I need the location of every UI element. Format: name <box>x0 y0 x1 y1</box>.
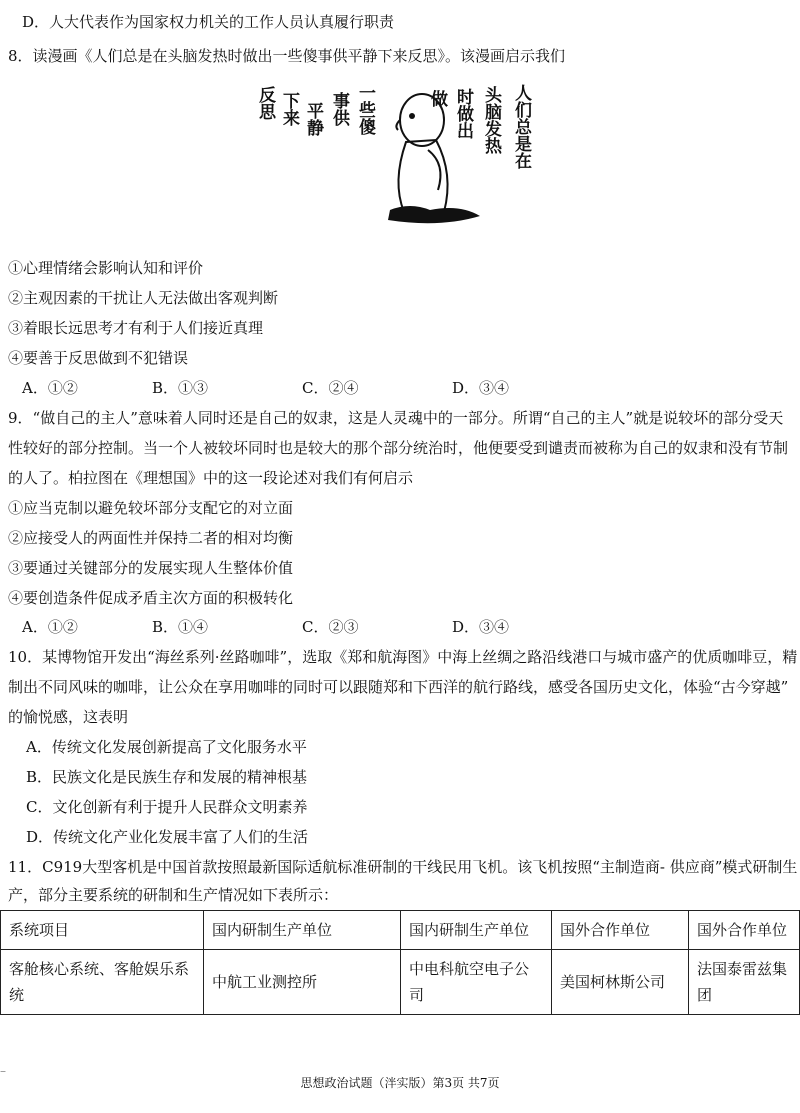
q10-stem-line-2: 制出不同风味的咖啡，让公众在享用咖啡的同时可以跟随郑和下西洋的航行路线，感受各国历史文化，体验“古今穿越” <box>8 678 789 696</box>
q9-item-1: ①应当克制以避免较坏部分支配它的对立面 <box>8 499 294 517</box>
q11-stem-line-1: 11．C919大型客机是中国首款按照最新国际适航标准研制的干线民用飞机。该飞机按照“主制造商- 供应商”模式研制生 <box>8 858 798 876</box>
q8-option-a[interactable]: A．①② <box>22 379 78 397</box>
table-cell: 法国泰雷兹集团 <box>689 950 800 1015</box>
q8-item-4: ④要善于反思做到不犯错误 <box>8 349 189 367</box>
q8-option-b[interactable]: B．①③ <box>152 379 209 397</box>
q10-option-d[interactable]: D．传统文化产业化发展丰富了人们的生活 <box>26 828 309 846</box>
q8-option-c[interactable]: C．②④ <box>302 379 359 397</box>
q9-option-a[interactable]: A．①② <box>22 618 78 636</box>
cartoon-text-1: 反思 <box>255 86 275 120</box>
q8-option-d[interactable]: D．③④ <box>452 379 510 397</box>
cartoon-text-8: 头脑发热 <box>481 86 501 154</box>
table-cell: 美国柯林斯公司 <box>552 950 689 1015</box>
q9-stem-line-1: 9．“做自己的主人”意味着人同时还是自己的奴隶，这是人灵魂中的一部分。所谓“自己的主人”就是说较坏的部分受天 <box>8 409 784 427</box>
table-header-cell: 系统项目 <box>1 911 204 950</box>
table-header-cell: 国内研制生产单位 <box>401 911 552 950</box>
cartoon-text-9: 人们总是在 <box>511 84 531 169</box>
table-row <box>1 950 800 1015</box>
q9-option-d[interactable]: D．③④ <box>452 618 510 636</box>
q10-option-a[interactable]: A．传统文化发展创新提高了文化服务水平 <box>26 738 307 756</box>
cartoon-text-7: 时做出 <box>453 88 473 139</box>
table-header-cell: 国外合作单位 <box>552 911 689 950</box>
q9-stem-line-2: 性较好的部分控制。当一个人被较坏同时也是较大的那个部分统治时，他便要受到谴责而被称为自己的奴隶和没有节制 <box>8 439 789 457</box>
cartoon-illustration <box>250 82 550 232</box>
q10-stem-line-1: 10．某博物馆开发出“海丝系列·丝路咖啡”，选取《郑和航海图》中海上丝绸之路沿线港口与城市盛产的优质咖啡豆，精 <box>8 648 798 666</box>
cartoon-text-5: 一些傻 <box>355 84 375 135</box>
q8-stem: 8．读漫画《人们总是在头脑发热时做出一些傻事供平静下来反思》。该漫画启示我们 <box>8 47 566 65</box>
q11-stem-line-2: 产，部分主要系统的研制和生产情况如下表所示： <box>8 886 339 904</box>
page-edge-mark: – <box>0 1064 6 1078</box>
cartoon-text-2: 下来 <box>279 92 299 126</box>
cartoon-text-3: 平静 <box>303 102 323 136</box>
q9-stem-line-3: 的人了。柏拉图在《理想国》中的这一段论述对我们有何启示 <box>8 469 414 487</box>
table-header-cell: 国外合作单位 <box>689 911 800 950</box>
q10-option-c[interactable]: C．文化创新有利于提升人民群众文明素养 <box>26 798 308 816</box>
systems-table <box>0 910 800 1015</box>
q9-item-4: ④要创造条件促成矛盾主次方面的积极转化 <box>8 589 294 607</box>
q9-item-3: ③要通过关键部分的发展实现人生整体价值 <box>8 559 294 577</box>
q8-item-1: ①心理情绪会影响认知和评价 <box>8 259 204 277</box>
table-cell: 中电科航空电子公司 <box>401 950 552 1015</box>
cartoon-text-4: 事供 <box>329 92 349 126</box>
table-header-cell: 国内研制生产单位 <box>204 911 401 950</box>
q10-option-b[interactable]: B．民族文化是民族生存和发展的精神根基 <box>26 768 308 786</box>
table-cell: 客舱核心系统、客舱娱乐系统 <box>1 950 204 1015</box>
cartoon-text-6: 做 <box>427 90 447 107</box>
q9-item-2: ②应接受人的两面性并保持二者的相对均衡 <box>8 529 294 547</box>
q8-item-2: ②主观因素的干扰让人无法做出客观判断 <box>8 289 279 307</box>
q7-option-d: D．人大代表作为国家权力机关的工作人员认真履行职责 <box>22 13 395 31</box>
q8-item-3: ③着眼长远思考才有利于人们接近真理 <box>8 319 264 337</box>
q9-option-c[interactable]: C．②③ <box>302 618 359 636</box>
table-header-row <box>1 911 800 950</box>
q9-option-b[interactable]: B．①④ <box>152 618 209 636</box>
page-footer: 思想政治试题（泮实版）第3页 共7页 <box>300 1076 500 1090</box>
q10-stem-line-3: 的愉悦感，这表明 <box>8 708 129 726</box>
table-cell: 中航工业测控所 <box>204 950 401 1015</box>
